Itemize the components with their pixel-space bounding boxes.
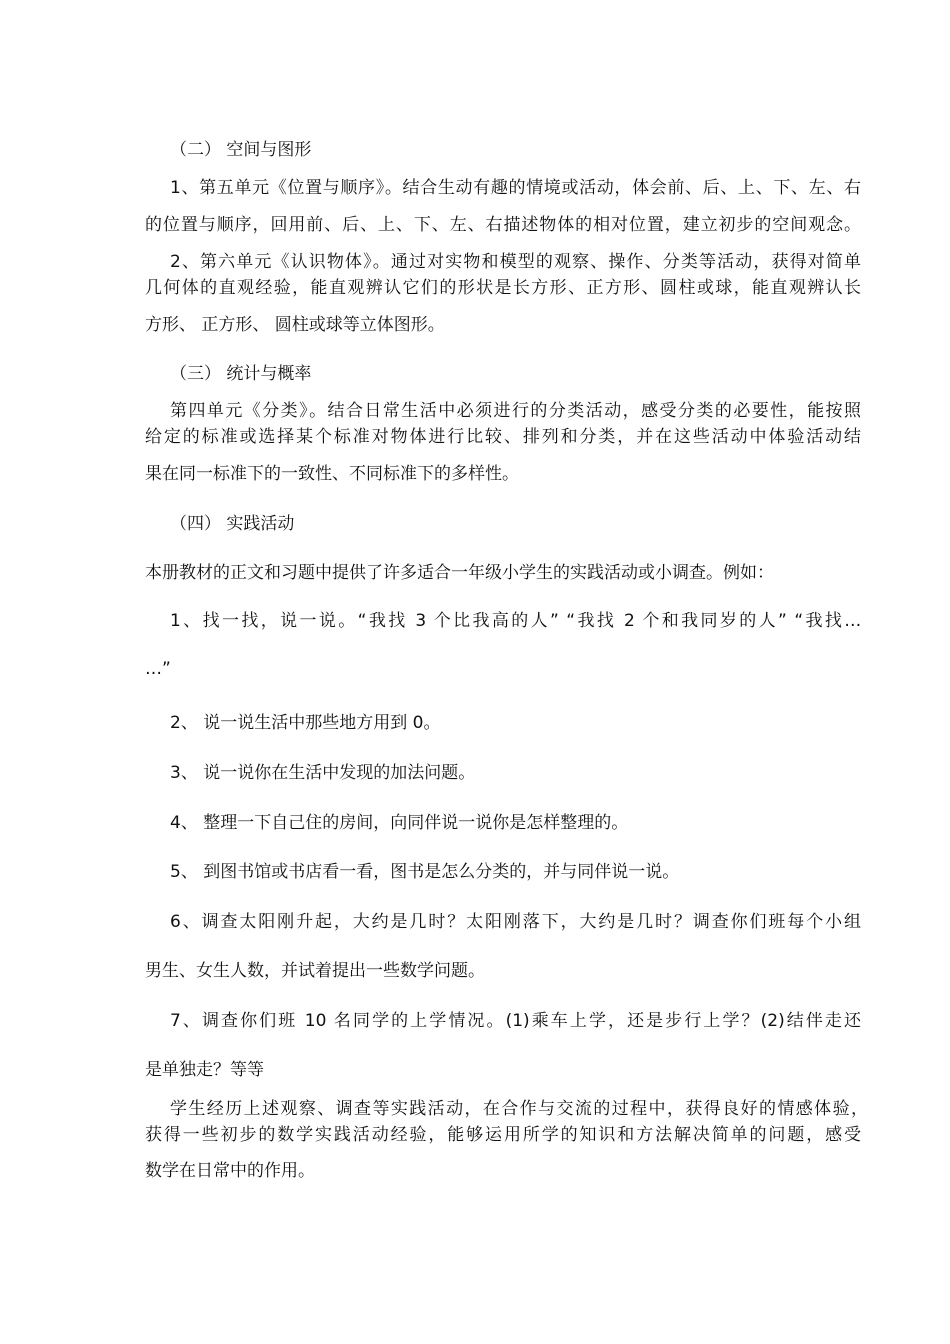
list-item: 5、 到图书馆或书店看一看，图书是怎么分类的，并与同伴说一说。 <box>170 862 680 882</box>
paragraph-line: 的位置与顺序，回用前、后、上、下、左、右描述物体的相对位置，建立初步的空间观念。 <box>145 215 861 235</box>
paragraph-line: 几何体的直观经验，能直观辨认它们的形状是长方形、正方形、圆柱或球，能直观辨认长 <box>145 278 861 298</box>
list-item-continuation: 是单独走？等等 <box>145 1060 264 1080</box>
paragraph-line: 方形、 正方形、 圆柱或球等立体图形。 <box>145 315 445 335</box>
paragraph-line: 第四单元《分类》。结合日常生活中必须进行的分类活动，感受分类的必要性，能按照 <box>170 401 861 421</box>
paragraph-line: 果在同一标准下的一致性、不同标准下的多样性。 <box>145 464 519 484</box>
paragraph-line: 学生经历上述观察、调查等实践活动，在合作与交流的过程中，获得良好的情感体验， <box>170 1099 868 1119</box>
list-item-continuation: …” <box>145 659 171 679</box>
paragraph-line: 2、第六单元《认识物体》。通过对实物和模型的观察、操作、分类等活动，获得对简单 <box>170 252 861 272</box>
list-item: 4、 整理一下自己住的房间，向同伴说一说你是怎样整理的。 <box>170 813 629 833</box>
list-item: 1、找一找，说一说。“我找 3 个比我高的人” “我找 2 个和我同岁的人” “我找… <box>170 611 861 631</box>
paragraph-line: 本册教材的正文和习题中提供了许多适合一年级小学生的实践活动或小调查。例如： <box>145 563 774 583</box>
paragraph-line: 1、第五单元《位置与顺序》。结合生动有趣的情境或活动，体会前、后、上、下、左、右 <box>170 178 861 198</box>
list-item: 6、调查太阳刚升起，大约是几时？太阳刚落下，大约是几时？调查你们班每个小组 <box>170 912 861 932</box>
list-item: 7、调查你们班 10 名同学的上学情况。(1)乘车上学，还是步行上学？(2)结伴走还 <box>170 1011 861 1031</box>
section-heading-practice-activities: （四） 实践活动 <box>170 514 295 534</box>
paragraph-line: 给定的标准或选择某个标准对物体进行比较、排列和分类，并在这些活动中体验活动结 <box>145 427 861 447</box>
section-heading-statistics-and-probability: （三） 统计与概率 <box>170 364 312 384</box>
section-heading-space-and-shape: （二） 空间与图形 <box>170 140 312 160</box>
paragraph-line: 获得一些初步的数学实践活动经验，能够运用所学的知识和方法解决简单的问题，感受 <box>145 1125 861 1145</box>
list-item: 2、 说一说生活中那些地方用到 0。 <box>170 713 441 733</box>
list-item-continuation: 男生、女生人数，并试着提出一些数学问题。 <box>145 961 485 981</box>
paragraph-line: 数学在日常中的作用。 <box>145 1161 315 1181</box>
list-item: 3、 说一说你在生活中发现的加法问题。 <box>170 763 476 783</box>
